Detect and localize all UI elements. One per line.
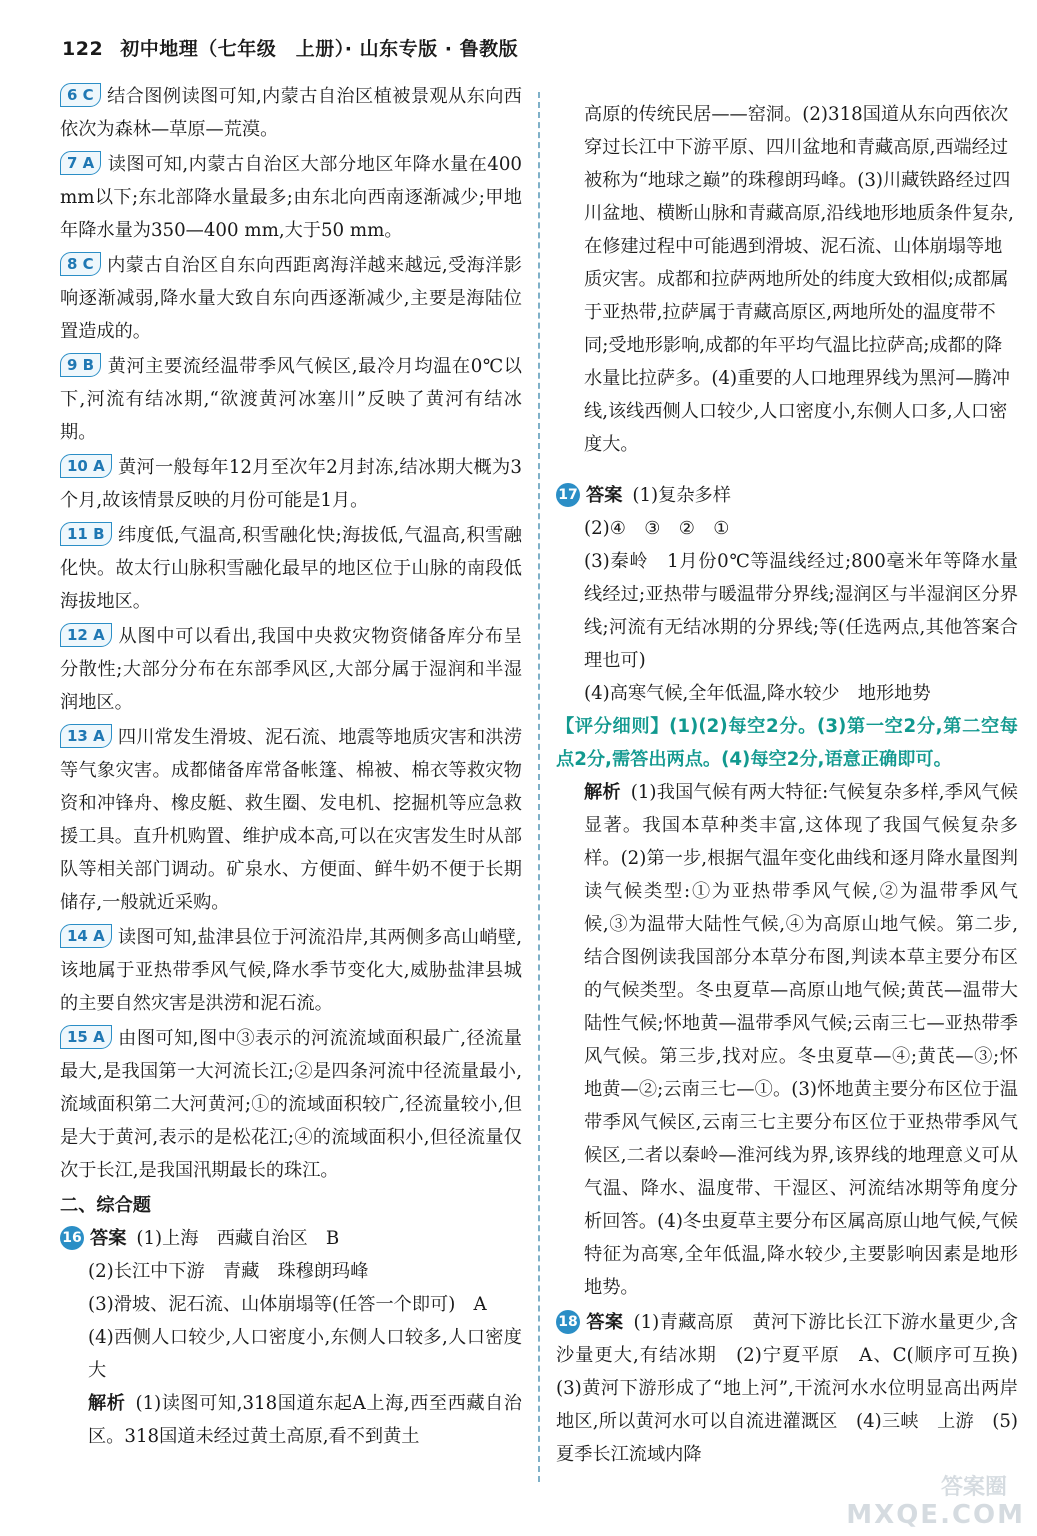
- answer-item: [60, 80, 522, 146]
- question-badge: 11 B: [60, 522, 112, 546]
- answer-item: [60, 350, 522, 449]
- answer-item: [60, 148, 522, 247]
- answer-line: (2)长江中下游 青藏 珠穆朗玛峰: [88, 1261, 369, 1282]
- question-badge: 8 C: [60, 252, 101, 276]
- answer-line: (1)复杂多样: [632, 485, 731, 507]
- question-17: [556, 479, 1018, 1304]
- answer-line: (1)上海 西藏自治区 B: [136, 1228, 340, 1249]
- answer-item: [60, 249, 522, 348]
- answer-text: 读图可知,内蒙古自治区大部分地区年降水量在400 mm以下;东北部降水量最多;由东北向西南逐渐减少;甲地年降水量为350—400 mm,大于50 mm。: [60, 154, 522, 241]
- watermark-bottom-text: MXQE.COM: [846, 1500, 1025, 1530]
- watermark-logo: [846, 1470, 1025, 1530]
- answer-item: [60, 921, 522, 1020]
- section-title: 二、综合题: [60, 1195, 151, 1216]
- answer-line: (2)④ ③ ② ①: [584, 518, 730, 540]
- answer-text: 纬度低,气温高,积雪融化快;海拔低,气温高,积雪融化快。故太行山脉积雪融化最早的地区位于山脉的南段低海拔地区。: [60, 525, 522, 612]
- question-badge: 14 A: [60, 924, 112, 948]
- question-badge: 9 B: [60, 353, 101, 377]
- page-header: [62, 34, 997, 66]
- right-column: [556, 80, 1037, 1473]
- answer-text: 从图中可以看出,我国中央救灾物资储备库分布呈分散性;大部分分布在东部季风区,大部分属于湿润和半湿润地区。: [60, 626, 522, 713]
- answer-line: (3)滑坡、泥石流、山体崩塌等(任答一个即可) A: [88, 1294, 487, 1315]
- question-18: [556, 1306, 1037, 1471]
- question-badge: 12 A: [60, 623, 112, 647]
- analysis-text: (1)我国气候有两大特征:气候复杂多样,季风气候显著。我国本草种类丰富,这体现了我国气候复杂多样。(2)第一步,根据气温年变化曲线和逐月降水量图判读气候类型:①为亚热带季风气候,②为温带季风气候,③为温带大陆性气候,④为高原山地气候。第二步,结合图例读我国部分本草分布图,判读本草主要分布区的气候类型。冬虫夏草—高原山地气候;黄芪—温带大陆性气候;怀地黄—温带季风气候;云南三七—亚热带季风气候。第三步,找对应。冬虫夏草—④;黄芪—③;怀地黄—②;云南三七—①。(3)怀地黄主要分布区位于温带季风气候区,云南三七主要分布区位于亚热带季风气候区,二者以秦岭—淮河线为界,该界线的地理意义可从气温、降水、温度带、干湿区、河流结冰期等角度分析回答。(4)冬虫夏草主要分布区属高原山地气候,气候特征为高寒,全年低温,降水较少,主要影响因素是地形地势。: [584, 782, 1018, 1299]
- analysis-label: 解析: [584, 782, 621, 804]
- scoring-text: (1)(2)每空2分。(3)第一空2分,第二空每点2分,需答出两点。(4)每空2分,语意正确即可。: [556, 716, 1018, 771]
- column-divider: [538, 92, 540, 1482]
- watermark-top-text: 答案圈: [940, 1475, 1007, 1500]
- answer-text: 结合图例读图可知,内蒙古自治区植被景观从东向西依次为森林—草原—荒漠。: [60, 86, 522, 140]
- question-16: [60, 1222, 522, 1453]
- answer-text: 四川常发生滑坡、泥石流、地震等地质灾害和洪涝等气象灾害。成都储备库常备帐篷、棉被、棉衣等救灾物资和冲锋舟、橡皮艇、救生圈、发电机、挖掘机等应急救援工具。直升机购置、维护成本高,可以在灾害发生时从部队等相关部门调动。矿泉水、方便面、鲜牛奶不便于长期储存,一般就近采购。: [60, 727, 522, 913]
- question-badge: 10 A: [60, 454, 112, 478]
- answer-text: (1)青藏高原 黄河下游比长江下游水量更少,含沙量更大,有结冰期 (2)宁夏平原 A、C(顺序可互换) (3)黄河下游形成了“地上河”,干流河水水位明显高出两岸地区,所以黄河水可以自流进灌溉区 (4)三峡 上游 (5)夏季长江流域内降: [556, 1312, 1037, 1466]
- answer-text: 黄河一般每年12月至次年2月封冻,结冰期大概为3个月,故该情景反映的月份可能是1月。: [60, 457, 522, 511]
- answer-label: 答案: [90, 1228, 127, 1249]
- page-number: 122: [62, 38, 104, 60]
- left-column: [60, 80, 522, 1455]
- analysis-text: (1)读图可知,318国道东起A上海,西至西藏自治区。318国道未经过黄土高原,看不到黄土: [88, 1393, 522, 1447]
- question-number: 16: [60, 1226, 84, 1250]
- answer-line: (4)西侧人口较少,人口密度小,东侧人口较多,人口密度大: [88, 1327, 522, 1381]
- q16-analysis-continued: 高原的传统民居——窑洞。(2)318国道从东向西依次穿过长江中下游平原、四川盆地和青藏高原,西端经过被称为“地球之巅”的珠穆朗玛峰。(3)川藏铁路经过四川盆地、横断山脉和青藏高原,沿线地形地质条件复杂,在修建过程中可能遇到滑坡、泥石流、山体崩塌等地质灾害。成都和拉萨两地所处的纬度大致相似;成都属于亚热带,拉萨属于青藏高原区,两地所处的温度带不同;受地形影响,成都的年平均气温比拉萨高;成都的降水量比拉萨多。(4)重要的人口地理界线为黑河—腾冲线,该线西侧人口较少,人口密度小,东侧人口多,人口密度大。: [584, 104, 1014, 456]
- answer-item: [60, 451, 522, 517]
- answer-item: [60, 519, 522, 618]
- scoring-label: 【评分细则】: [556, 716, 670, 738]
- question-number: 18: [556, 1310, 580, 1334]
- answer-item: [60, 721, 522, 919]
- question-badge: 13 A: [60, 724, 112, 748]
- question-badge: 7 A: [60, 151, 101, 175]
- answer-text: 由图可知,图中③表示的河流流域面积最广,径流量最大,是我国第一大河流长江;②是四条河流中径流量最小,流域面积第二大河黄河;①的流域面积较广,径流量较小,但是大于黄河,表示的是松花江;④的流域面积小,但径流量仅次于长江,是我国汛期最长的珠江。: [60, 1028, 522, 1181]
- question-badge: 6 C: [60, 83, 101, 107]
- question-number: 17: [556, 483, 580, 507]
- answer-line: (4)高寒气候,全年低温,降水较少 地形地势: [584, 683, 931, 705]
- answer-item: [60, 620, 522, 719]
- answer-label: 答案: [586, 1312, 624, 1334]
- answer-item: [60, 1022, 522, 1187]
- book-title: 初中地理（七年级 上册）· 山东专版 · 鲁教版: [120, 38, 519, 60]
- answer-text: 内蒙古自治区自东向西距离海洋越来越远,受海洋影响逐渐减弱,降水量大致自东向西逐渐减少,主要是海陆位置造成的。: [60, 255, 522, 342]
- answer-text: 黄河主要流经温带季风气候区,最冷月均温在0℃以下,河流有结冰期,“欲渡黄河冰塞川”反映了黄河有结冰期。: [60, 356, 522, 443]
- answer-text: 读图可知,盐津县位于河流沿岸,其两侧多高山峭壁,该地属于亚热带季风气候,降水季节变化大,威胁盐津县城的主要自然灾害是洪涝和泥石流。: [60, 927, 522, 1014]
- answer-line: (3)秦岭 1月份0℃等温线经过;800毫米年等降水量线经过;亚热带与暖温带分界线;湿润区与半湿润区分界线;河流有无结冰期的分界线;等(任选两点,其他答案合理也可): [584, 551, 1018, 672]
- analysis-label: 解析: [88, 1393, 126, 1414]
- question-badge: 15 A: [60, 1025, 112, 1049]
- answer-label: 答案: [586, 485, 623, 507]
